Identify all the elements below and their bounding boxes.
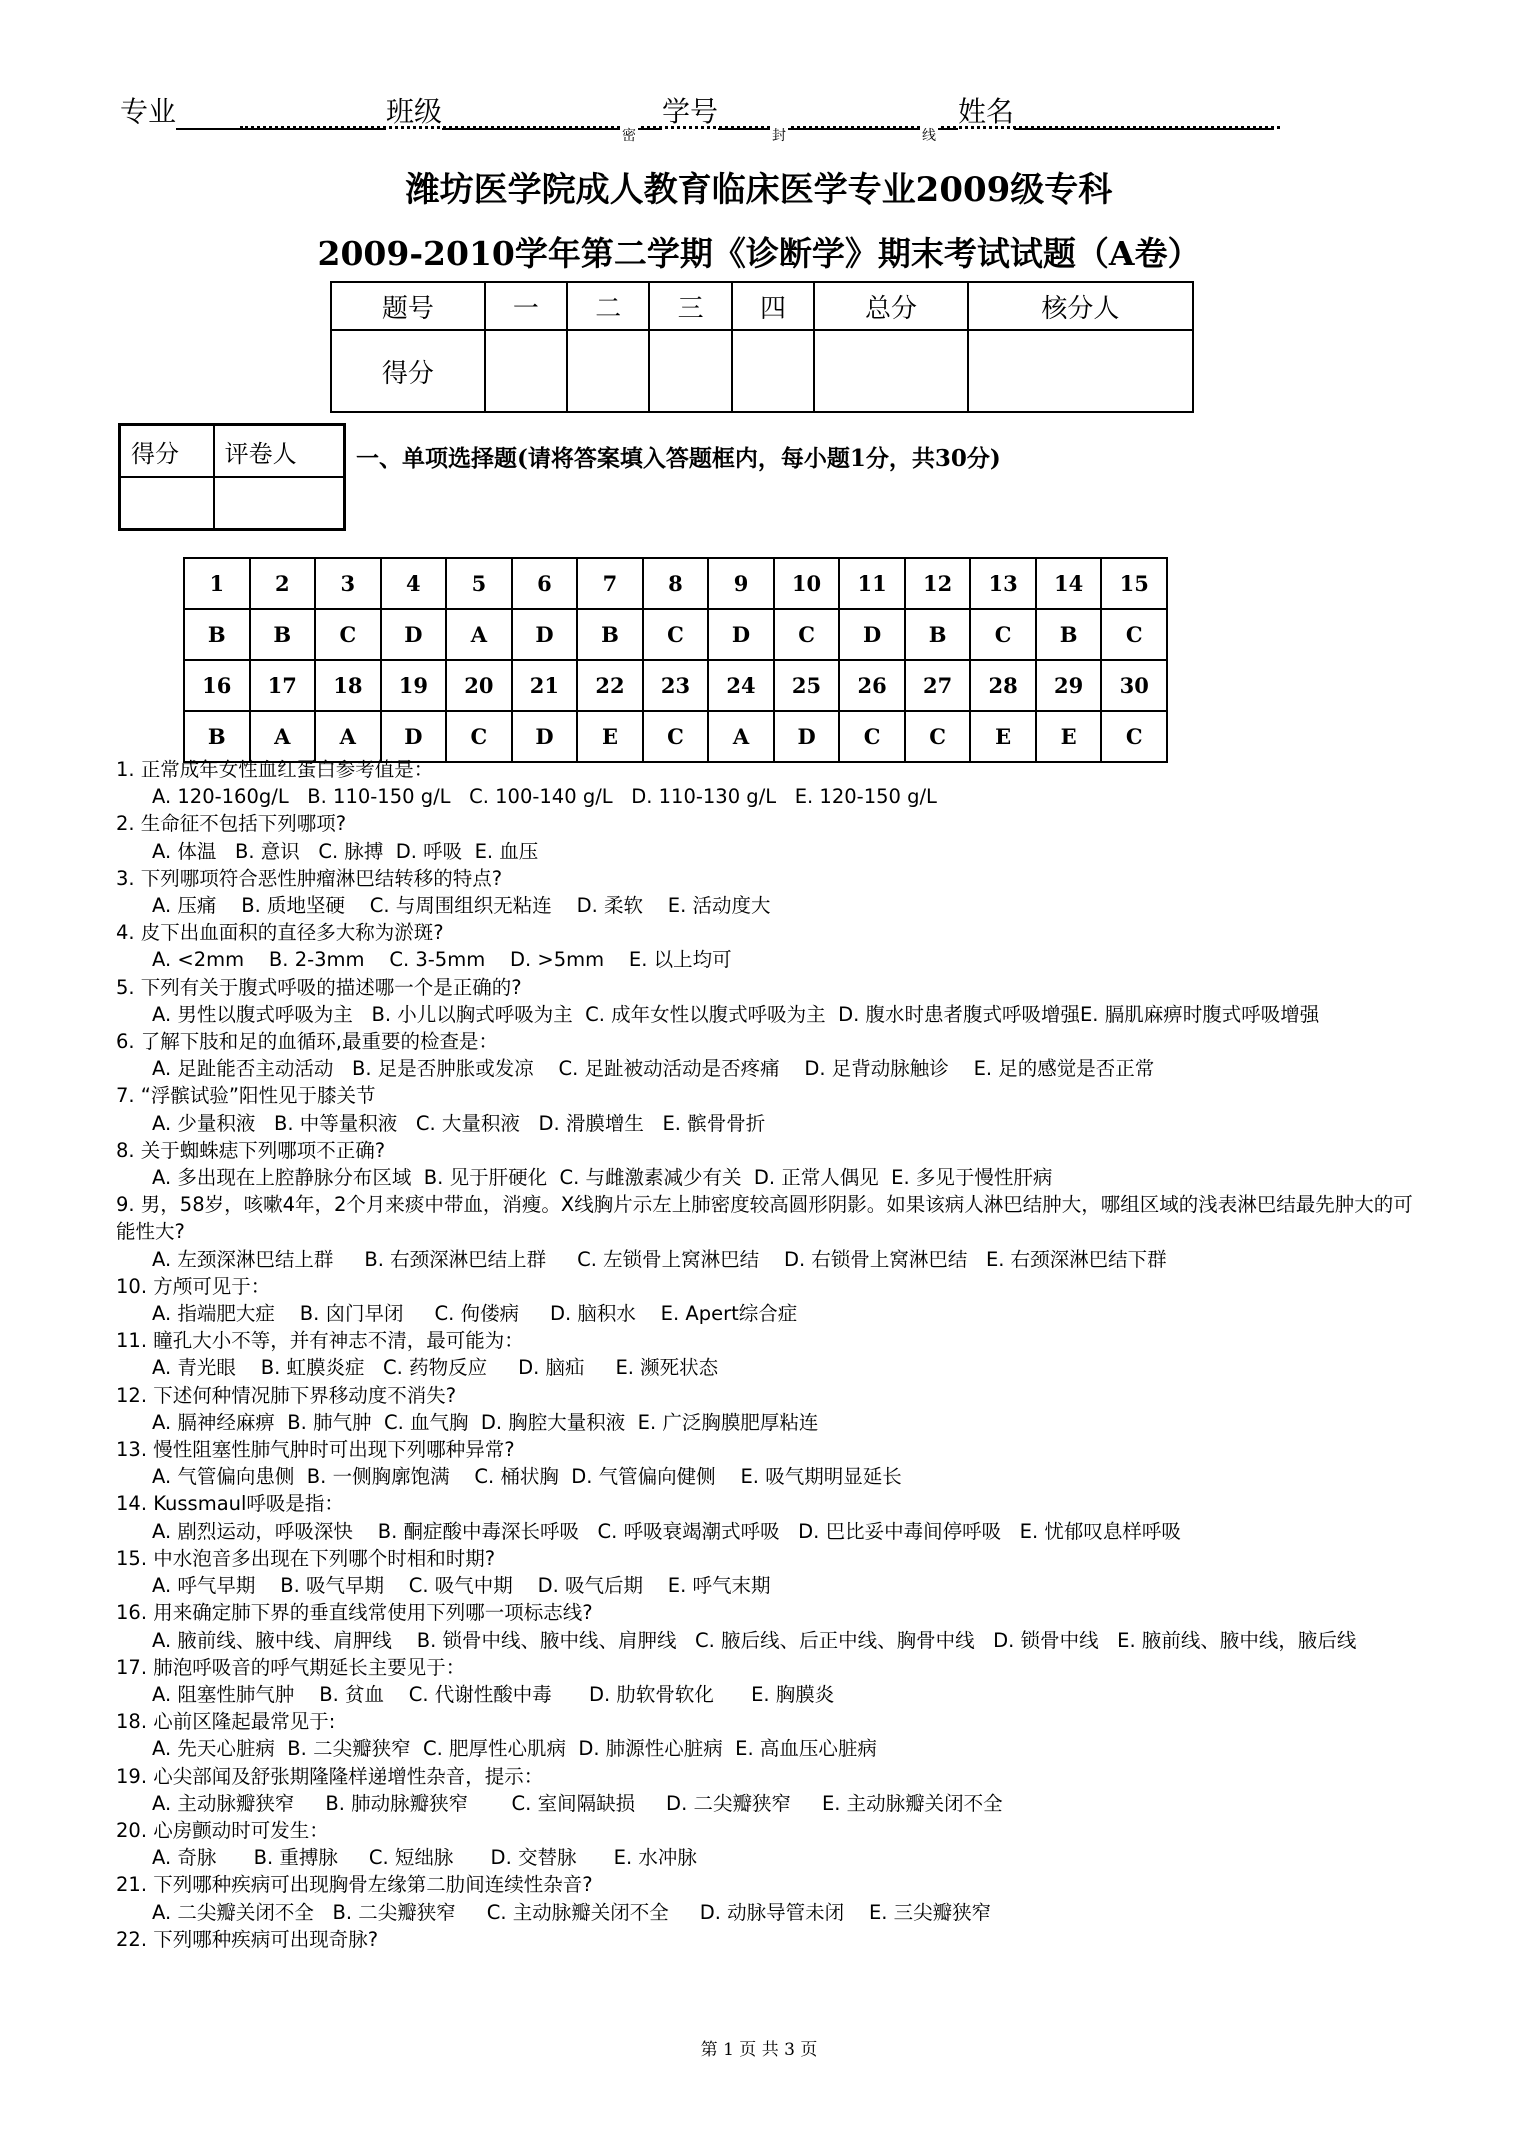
score-cell — [649, 330, 731, 412]
answer-letter-cell: C — [1101, 609, 1167, 660]
question-item — [116, 1028, 1416, 1082]
question-options: A. <2mm B. 2-3mm C. 3-5mm D. >5mm E. 以上均可 — [152, 948, 732, 972]
answer-number-cell: 13 — [970, 558, 1036, 609]
score-row-label: 得分 — [331, 330, 485, 412]
question-item — [116, 1926, 1416, 1953]
answer-number-cell: 28 — [970, 660, 1036, 711]
answer-letter-cell: C — [905, 711, 971, 762]
score-cell — [968, 330, 1193, 412]
section-heading: 一、单项选择题(请将答案填入答题框内，每小题1分，共30分) — [356, 445, 1001, 472]
question-stem: 7. “浮髌试验”阳性见于膝关节 — [116, 1084, 376, 1108]
answer-number-row — [184, 660, 1167, 711]
student-info-line — [120, 90, 1320, 130]
answer-letter-cell: A — [708, 711, 774, 762]
student-id-label: 学号 — [662, 95, 719, 128]
question-options: A. 膈神经麻痹 B. 肺气肿 C. 血气胸 D. 胸腔大量积液 E. 广泛胸膜肥厚粘连 — [152, 1410, 819, 1434]
answer-number-cell: 23 — [643, 660, 709, 711]
question-item — [116, 1490, 1416, 1544]
answer-letter-cell: C — [446, 711, 512, 762]
question-stem: 9. 男，58岁，咳嗽4年，2个月来痰中带血，消瘦。X线胸片示左上肺密度较高圆形阴影。如果该病人淋巴结肿大，哪组区域的浅表淋巴结最先肿大的可能性大? — [116, 1193, 1413, 1244]
score-header: 三 — [649, 282, 731, 330]
question-options: A. 压痛 B. 质地坚硬 C. 与周围组织无粘连 D. 柔软 E. 活动度大 — [152, 894, 771, 918]
answer-letter-cell: E — [577, 711, 643, 762]
answer-letter-cell: C — [643, 711, 709, 762]
exam-title-line1: 潍坊医学院成人教育临床医学专业2009级专科 — [405, 170, 1113, 210]
question-stem: 21. 下列哪种疾病可出现胸骨左缘第二肋间连续性杂音? — [116, 1873, 593, 1897]
question-item — [116, 1137, 1416, 1191]
answer-letter-cell: D — [512, 711, 578, 762]
name-label: 姓名 — [958, 95, 1015, 128]
question-item — [116, 919, 1416, 973]
question-item — [116, 1273, 1416, 1327]
answer-grid — [183, 557, 1168, 763]
answer-letter-cell: B — [1036, 609, 1102, 660]
answer-number-cell: 18 — [315, 660, 381, 711]
question-item — [116, 1191, 1416, 1273]
answer-letter-cell: A — [250, 711, 316, 762]
answer-letter-cell: D — [381, 711, 447, 762]
answer-number-cell: 27 — [905, 660, 971, 711]
question-options: A. 青光眼 B. 虹膜炎症 C. 药物反应 D. 脑疝 E. 濒死状态 — [152, 1356, 719, 1380]
question-item — [116, 1327, 1416, 1381]
question-item — [116, 1871, 1416, 1925]
score-header: 题号 — [331, 282, 485, 330]
answer-letter-cell: D — [774, 711, 840, 762]
answer-number-cell: 10 — [774, 558, 840, 609]
question-item — [116, 1817, 1416, 1871]
question-stem: 20. 心房颤动时可发生： — [116, 1818, 329, 1842]
page-footer: 第 1 页 共 3 页 — [700, 2040, 818, 2060]
question-item — [116, 1654, 1416, 1708]
answer-letter-cell: B — [184, 711, 250, 762]
question-stem: 6. 了解下肢和足的血循环,最重要的检查是： — [116, 1030, 499, 1054]
seal-char: 封 — [770, 125, 788, 145]
answer-number-cell: 21 — [512, 660, 578, 711]
question-stem: 13. 慢性阻塞性肺气肿时可出现下列哪种异常? — [116, 1438, 515, 1462]
answer-letter-cell: C — [774, 609, 840, 660]
question-item — [116, 1763, 1416, 1817]
score-cell — [485, 330, 567, 412]
grader-name-cell — [214, 477, 345, 530]
question-options: A. 奇脉 B. 重搏脉 C. 短绌脉 D. 交替脉 E. 水冲脉 — [152, 1846, 697, 1870]
question-options: A. 120-160g/L B. 110-150 g/L C. 100-140 g/L D. 110-130 g/L E. 120-150 g/L — [152, 785, 937, 809]
answer-letter-row — [184, 711, 1167, 762]
question-stem: 15. 中水泡音多出现在下列哪个时相和时期? — [116, 1546, 496, 1570]
question-options: A. 呼气早期 B. 吸气早期 C. 吸气中期 D. 吸气后期 E. 呼气末期 — [152, 1574, 771, 1598]
question-options: A. 腋前线、腋中线、肩胛线 B. 锁骨中线、腋中线、肩胛线 C. 腋后线、后正中线、胸骨中线 D. 锁骨中线 E. 腋前线、腋中线，腋后线 — [152, 1628, 1357, 1652]
seal-char: 线 — [920, 125, 938, 145]
answer-letter-cell: B — [577, 609, 643, 660]
question-stem: 10. 方颅可见于： — [116, 1274, 271, 1298]
question-options: A. 左颈深淋巴结上群 B. 右颈深淋巴结上群 C. 左锁骨上窝淋巴结 D. 右锁骨上窝淋巴结 E. 右颈深淋巴结下群 — [152, 1247, 1167, 1271]
question-stem: 11. 瞳孔大小不等，并有神志不清，最可能为： — [116, 1329, 524, 1353]
answer-letter-cell: C — [970, 609, 1036, 660]
answer-number-cell: 3 — [315, 558, 381, 609]
score-cell — [732, 330, 814, 412]
exam-title-line2: 2009-2010学年第二学期《诊断学》期末考试试题（A卷） — [317, 234, 1201, 273]
score-header: 二 — [567, 282, 649, 330]
answer-letter-cell: B — [250, 609, 316, 660]
question-item — [116, 1708, 1416, 1762]
question-stem: 17. 肺泡呼吸音的呼气期延长主要见于： — [116, 1655, 466, 1679]
grader-score-label: 得分 — [120, 425, 214, 478]
question-options: A. 足趾能否主动活动 B. 足是否肿胀或发凉 C. 足趾被动活动是否疼痛 D. 足背动脉触诊 E. 足的感觉是否正常 — [152, 1057, 1155, 1081]
question-options: A. 剧烈运动，呼吸深快 B. 酮症酸中毒深长呼吸 C. 呼吸衰竭潮式呼吸 D. 巴比妥中毒间停呼吸 E. 忧郁叹息样呼吸 — [152, 1519, 1181, 1543]
answer-letter-cell: E — [1036, 711, 1102, 762]
question-stem: 14. Kussmaul呼吸是指： — [116, 1492, 344, 1516]
seal-line — [240, 126, 1280, 149]
answer-number-cell: 1 — [184, 558, 250, 609]
answer-number-cell: 29 — [1036, 660, 1102, 711]
question-stem: 2. 生命征不包括下列哪项? — [116, 812, 347, 836]
score-cell — [814, 330, 968, 412]
question-options: A. 体温 B. 意识 C. 脉搏 D. 呼吸 E. 血压 — [152, 839, 539, 863]
answer-number-cell: 6 — [512, 558, 578, 609]
score-cell — [567, 330, 649, 412]
answer-letter-row — [184, 609, 1167, 660]
answer-number-cell: 2 — [250, 558, 316, 609]
score-summary-table — [330, 281, 1194, 413]
answer-number-cell: 16 — [184, 660, 250, 711]
answer-letter-cell: C — [315, 609, 381, 660]
answer-letter-cell: A — [446, 609, 512, 660]
question-item — [116, 1599, 1416, 1653]
answer-number-cell: 5 — [446, 558, 512, 609]
question-options: A. 阻塞性肺气肿 B. 贫血 C. 代谢性酸中毒 D. 肋软骨软化 E. 胸膜炎 — [152, 1682, 835, 1706]
question-options: A. 气管偏向患侧 B. 一侧胸廓饱满 C. 桶状胸 D. 气管偏向健侧 E. 吸气期明显延长 — [152, 1465, 902, 1489]
answer-number-row — [184, 558, 1167, 609]
question-stem: 8. 关于蜘蛛痣下列哪项不正确? — [116, 1138, 386, 1162]
answer-number-cell: 20 — [446, 660, 512, 711]
question-item — [116, 1382, 1416, 1436]
question-stem: 5. 下列有关于腹式呼吸的描述哪一个是正确的? — [116, 975, 522, 999]
answer-number-cell: 12 — [905, 558, 971, 609]
question-stem: 3. 下列哪项符合恶性肿瘤淋巴结转移的特点? — [116, 866, 503, 890]
class-label: 班级 — [386, 95, 443, 128]
answer-letter-cell: C — [643, 609, 709, 660]
answer-number-cell: 14 — [1036, 558, 1102, 609]
answer-number-cell: 11 — [839, 558, 905, 609]
answer-number-cell: 26 — [839, 660, 905, 711]
question-options: A. 先天心脏病 B. 二尖瓣狭窄 C. 肥厚性心肌病 D. 肺源性心脏病 E. 高血压心脏病 — [152, 1737, 877, 1761]
question-options: A. 二尖瓣关闭不全 B. 二尖瓣狭窄 C. 主动脉瓣关闭不全 D. 动脉导管未闭 E. 三尖瓣狭窄 — [152, 1900, 992, 1924]
question-stem: 12. 下述何种情况肺下界移动度不消失? — [116, 1383, 457, 1407]
question-item — [116, 1545, 1416, 1599]
question-options: A. 多出现在上腔静脉分布区域 B. 见于肝硬化 C. 与雌激素减少有关 D. 正常人偶见 E. 多见于慢性肝病 — [152, 1166, 1053, 1190]
answer-number-cell: 22 — [577, 660, 643, 711]
answer-letter-cell: A — [315, 711, 381, 762]
question-list — [116, 756, 1416, 1953]
question-item — [116, 810, 1416, 864]
major-label: 专业 — [120, 95, 177, 128]
answer-number-cell: 17 — [250, 660, 316, 711]
answer-letter-cell: D — [512, 609, 578, 660]
question-item — [116, 1082, 1416, 1136]
question-options: A. 主动脉瓣狭窄 B. 肺动脉瓣狭窄 C. 室间隔缺损 D. 二尖瓣狭窄 E. 主动脉瓣关闭不全 — [152, 1791, 1003, 1815]
question-item — [116, 865, 1416, 919]
question-stem: 19. 心尖部闻及舒张期隆隆样递增性杂音，提示： — [116, 1764, 544, 1788]
answer-letter-cell: C — [1101, 711, 1167, 762]
score-header: 一 — [485, 282, 567, 330]
question-stem: 4. 皮下出血面积的直径多大称为淤斑? — [116, 921, 444, 945]
answer-letter-cell: D — [708, 609, 774, 660]
question-item — [116, 756, 1416, 810]
question-stem: 1. 正常成年女性血红蛋白参考值是： — [116, 758, 434, 781]
answer-letter-cell: C — [839, 711, 905, 762]
question-options: A. 少量积液 B. 中等量积液 C. 大量积液 D. 滑膜增生 E. 髌骨骨折 — [152, 1111, 766, 1135]
question-item — [116, 1436, 1416, 1490]
answer-letter-cell: B — [905, 609, 971, 660]
question-options: A. 指端肥大症 B. 囟门早闭 C. 佝偻病 D. 脑积水 E. Apert综合症 — [152, 1302, 798, 1326]
answer-letter-cell: B — [184, 609, 250, 660]
answer-number-cell: 9 — [708, 558, 774, 609]
answer-number-cell: 30 — [1101, 660, 1167, 711]
grader-score-cell — [120, 477, 214, 530]
grader-box — [118, 423, 346, 531]
answer-number-cell: 19 — [381, 660, 447, 711]
answer-letter-cell: D — [839, 609, 905, 660]
score-header: 总分 — [814, 282, 968, 330]
answer-letter-cell: E — [970, 711, 1036, 762]
answer-number-cell: 8 — [643, 558, 709, 609]
seal-char: 密 — [620, 125, 638, 145]
question-stem: 16. 用来确定肺下界的垂直线常使用下列哪一项标志线? — [116, 1601, 593, 1625]
score-header: 四 — [732, 282, 814, 330]
question-stem: 22. 下列哪种疾病可出现奇脉? — [116, 1927, 379, 1951]
answer-number-cell: 7 — [577, 558, 643, 609]
answer-number-cell: 25 — [774, 660, 840, 711]
grader-label: 评卷人 — [214, 425, 345, 478]
answer-number-cell: 15 — [1101, 558, 1167, 609]
score-header: 核分人 — [968, 282, 1193, 330]
answer-number-cell: 4 — [381, 558, 447, 609]
answer-number-cell: 24 — [708, 660, 774, 711]
question-stem: 18. 心前区隆起最常见于: — [116, 1710, 336, 1734]
question-options: A. 男性以腹式呼吸为主 B. 小儿以胸式呼吸为主 C. 成年女性以腹式呼吸为主 D. 腹水时患者腹式呼吸增强E. 膈肌麻痹时腹式呼吸增强 — [152, 1002, 1320, 1026]
question-item — [116, 974, 1416, 1028]
answer-letter-cell: D — [381, 609, 447, 660]
